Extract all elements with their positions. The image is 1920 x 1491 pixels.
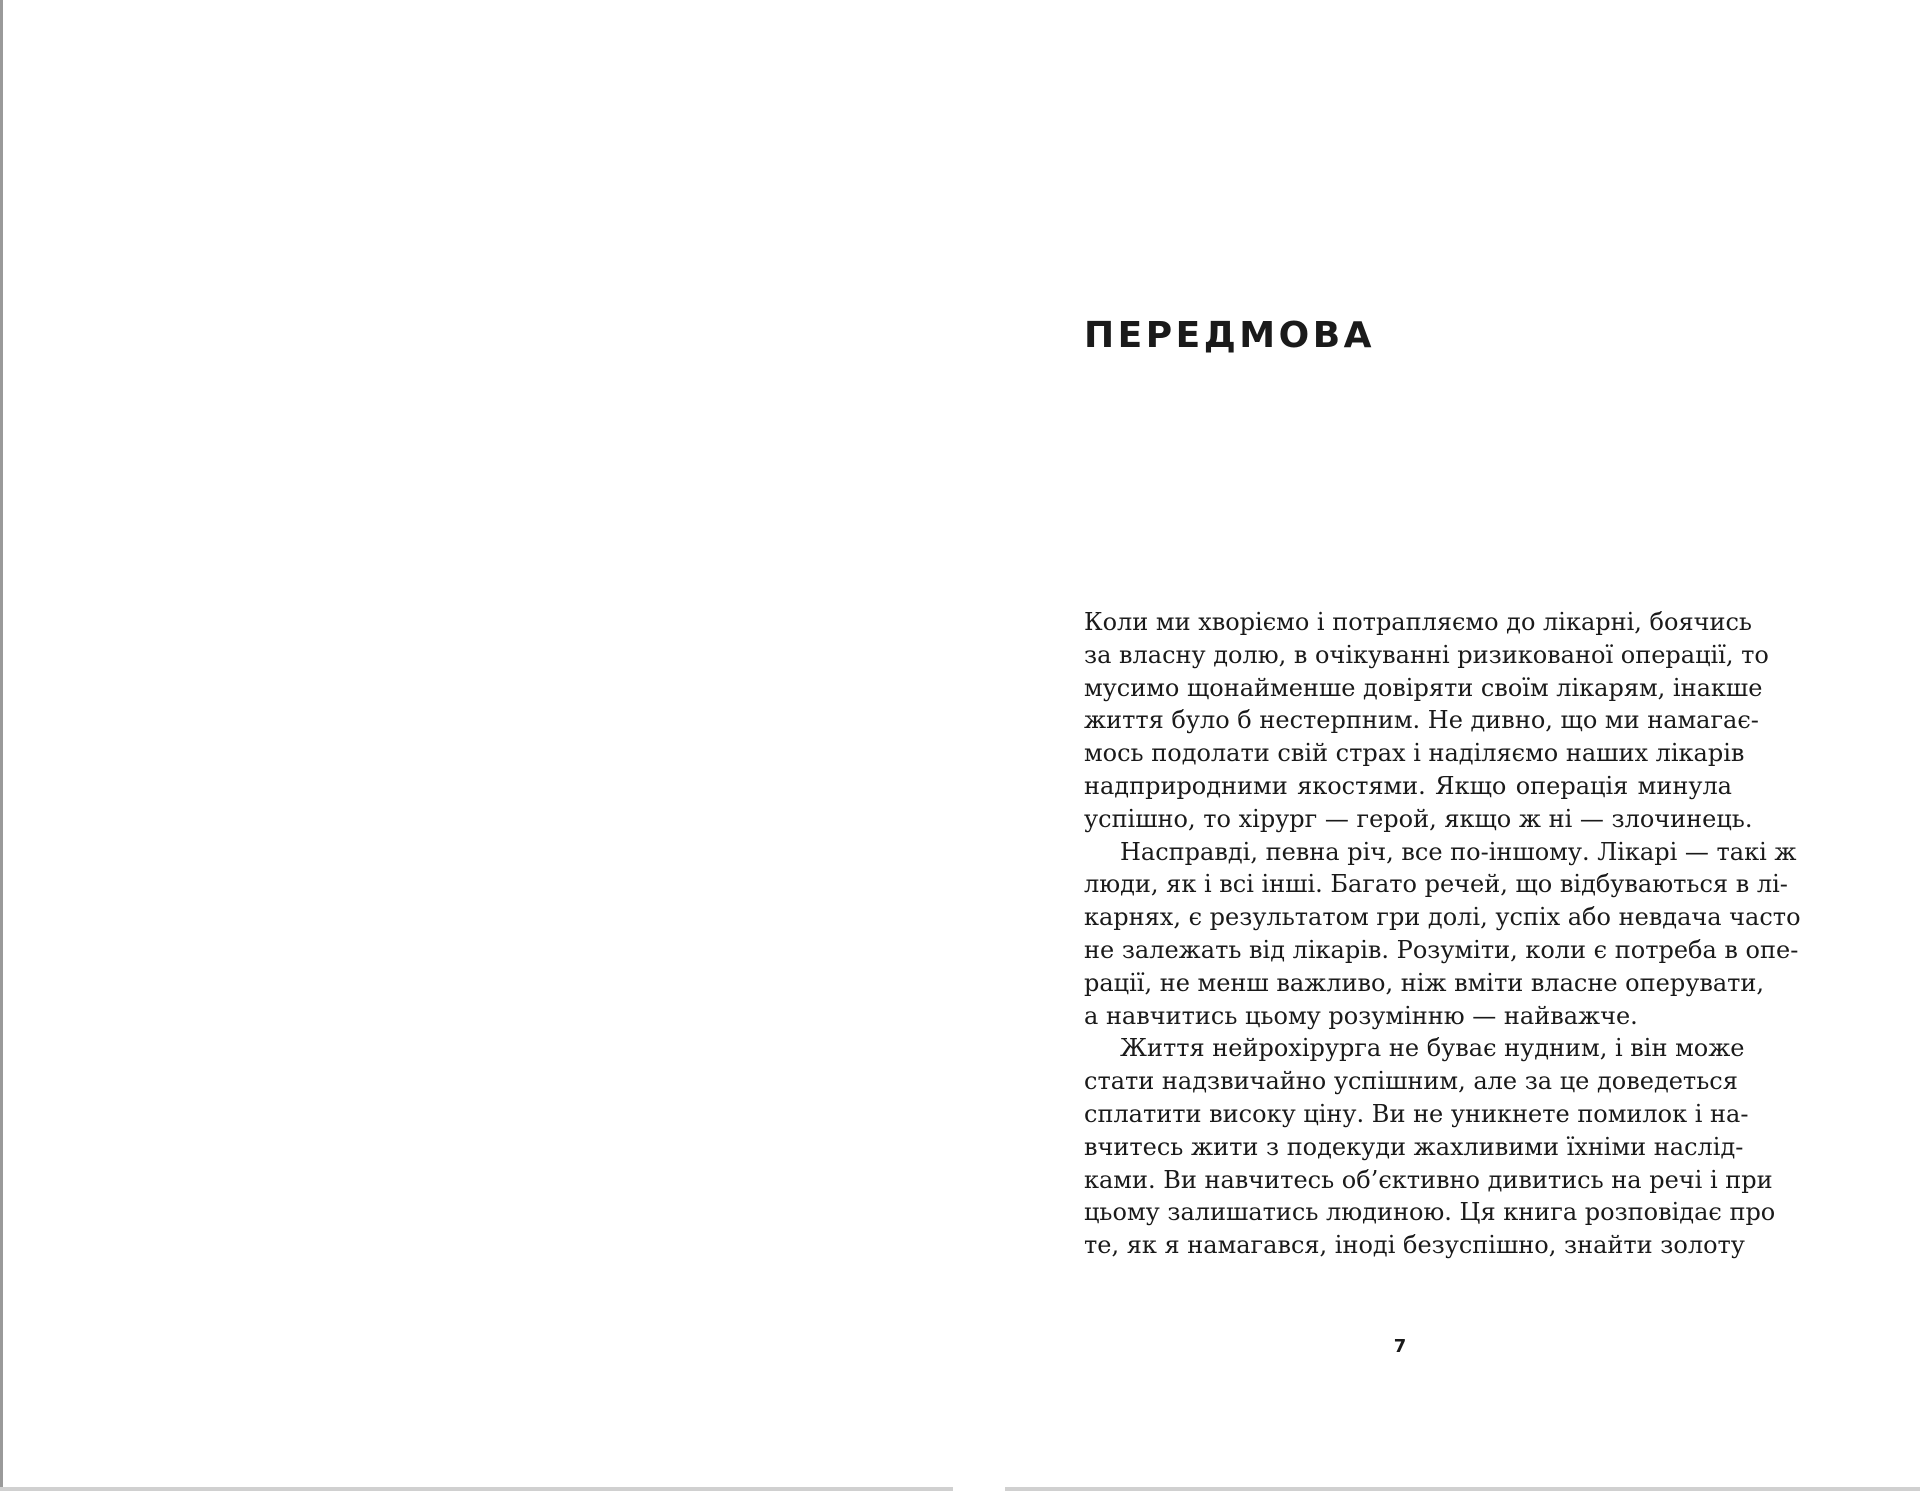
text-line: сплатити високу ціну. Ви не уникнете помилок і на- xyxy=(1084,1099,1749,1128)
text-line: люди, як і всі інші. Багато речей, що відбуваються в лі- xyxy=(1084,870,1788,899)
left-page-blank xyxy=(3,0,953,1487)
body-text xyxy=(1084,606,1801,1262)
text-line: успішно, то хірург — герой, якщо ж ні — злочинець. xyxy=(1084,804,1753,833)
page-gutter-gap xyxy=(953,1485,1005,1491)
text-line: не залежать від лікарів. Розуміти, коли є потреба в опе- xyxy=(1084,935,1799,964)
text-line: Насправді, певна річ, все по-іншому. Лікарі — такі ж xyxy=(1120,837,1797,866)
text-line: життя було б нестерпним. Не дивно, що ми намагає- xyxy=(1084,706,1759,735)
paragraph-3 xyxy=(1084,1032,1776,1262)
text-line: а навчитись цьому розумінню — найважче. xyxy=(1084,1001,1638,1030)
page-number: 7 xyxy=(1393,1336,1407,1357)
text-line: мось подолати свій страх і наділяємо наших лікарів xyxy=(1084,739,1745,768)
text-line: рації, не менш важливо, ніж вміти власне оперувати, xyxy=(1084,968,1765,997)
text-line: цьому залишатись людиною. Ця книга розповідає про xyxy=(1084,1198,1776,1227)
text-line: ками. Ви навчитесь об’єктивно дивитись на речі і при xyxy=(1084,1165,1773,1194)
paragraph-2 xyxy=(1084,836,1801,1033)
paragraph-1 xyxy=(1084,606,1769,836)
text-line: Коли ми хворіємо і потрапляємо до лікарні, боячись xyxy=(1084,608,1752,636)
chapter-title: ПЕРЕДМОВА xyxy=(1084,315,1375,356)
text-line: надприродними якостями. Якщо операція минула xyxy=(1084,771,1732,800)
text-line: Життя нейрохірурга не буває нудним, і він може xyxy=(1120,1034,1745,1063)
text-line: те, як я намагався, іноді безуспішно, знайти золоту xyxy=(1084,1231,1745,1260)
text-line: стати надзвичайно успішним, але за це доведеться xyxy=(1084,1067,1738,1096)
text-line: за власну долю, в очікуванні ризикованої операції, то xyxy=(1084,640,1769,669)
text-line: карнях, є результатом гри долі, успіх або невдача часто xyxy=(1084,903,1801,932)
text-line: вчитесь жити з подекуди жахливими їхніми наслід- xyxy=(1084,1132,1744,1161)
text-line: мусимо щонайменше довіряти своїм лікарям, інакше xyxy=(1084,673,1763,702)
